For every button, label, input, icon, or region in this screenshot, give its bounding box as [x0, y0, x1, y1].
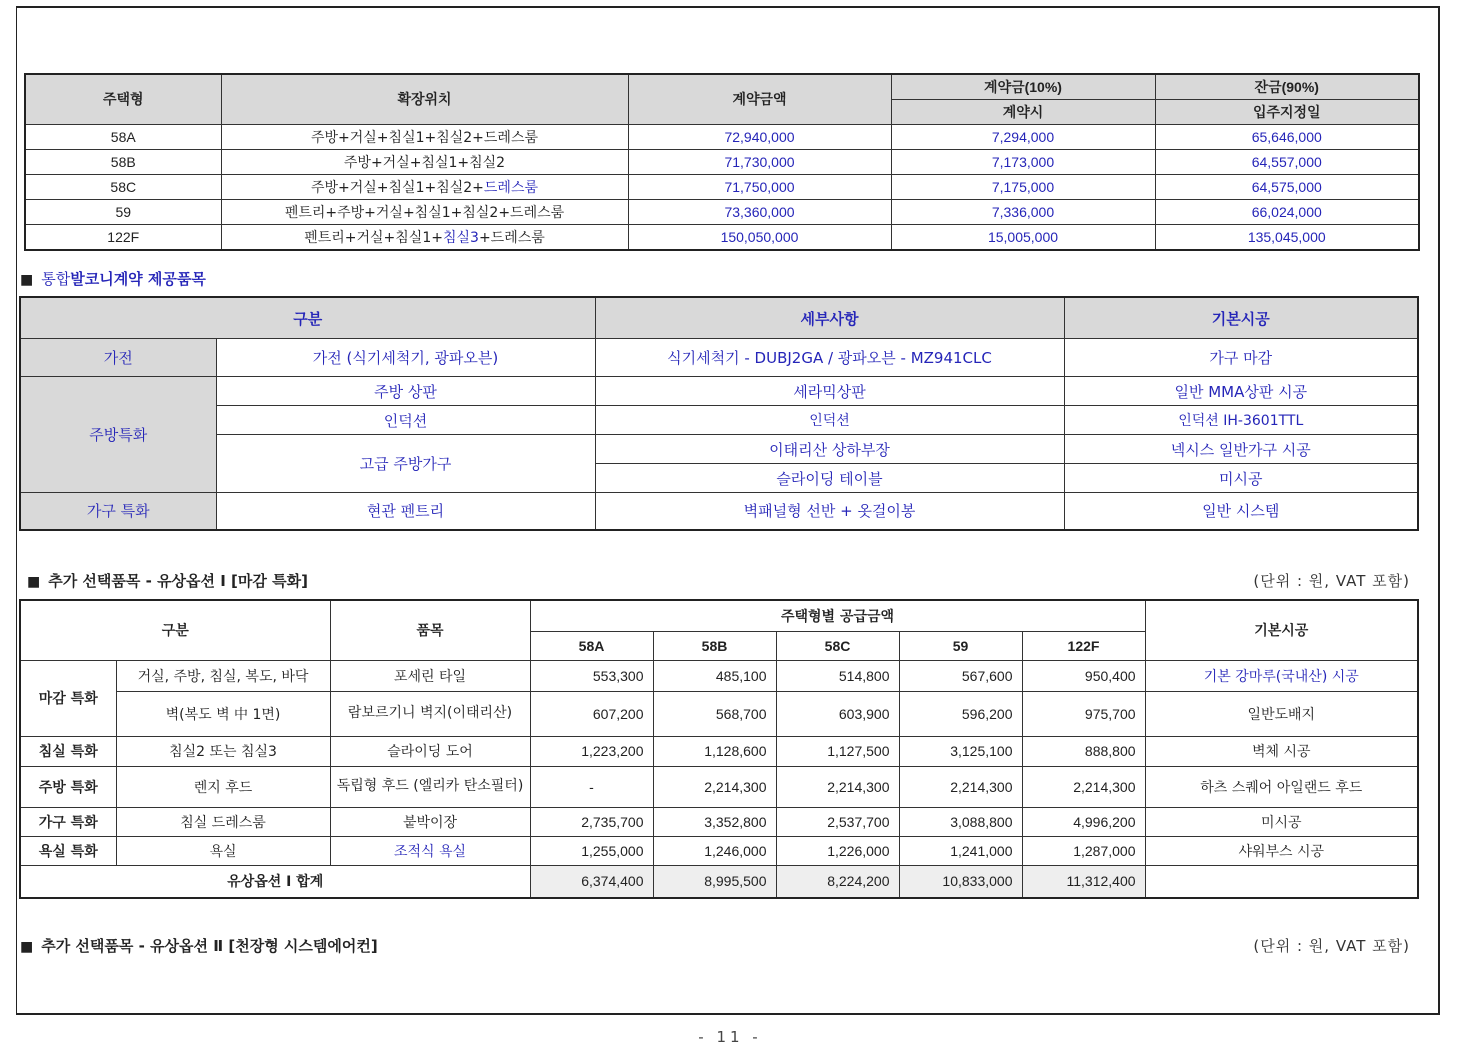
- cell-item: 주방 상판: [216, 377, 595, 406]
- square-bullet-icon: ■: [20, 272, 34, 288]
- balcony-price-table: [24, 73, 1420, 251]
- header-contract-amount: 계약금액: [628, 74, 891, 124]
- header-balance: 잔금(90%): [1155, 74, 1419, 99]
- cell-item: 슬라이딩 도어: [330, 736, 530, 766]
- table-row: [25, 124, 1419, 149]
- cell-basic: 미시공: [1145, 807, 1418, 836]
- cell-basic: 일반도배지: [1145, 691, 1418, 736]
- header-type: 주택형: [25, 74, 221, 124]
- total-row: [20, 865, 1418, 898]
- cell-price: 2,735,700: [530, 807, 653, 836]
- cell-price: 2,214,300: [653, 766, 776, 807]
- cell-category: 마감 특화: [20, 660, 116, 736]
- cell-type: 58B: [25, 149, 221, 174]
- cell-location: 주방+거실+침실1+침실2: [221, 149, 628, 174]
- header-location: 확장위치: [221, 74, 628, 124]
- cell-category: 가구 특화: [20, 493, 216, 530]
- table-row: [20, 406, 1418, 435]
- header-deposit: 계약금(10%): [891, 74, 1155, 99]
- table-row: [20, 736, 1418, 766]
- cell-category: 가구 특화: [20, 807, 116, 836]
- header-basic: 기본시공: [1064, 297, 1418, 339]
- cell-location: 펜트리+주방+거실+침실1+침실2+드레스룸: [221, 199, 628, 224]
- cell-location: 주방+거실+침실1+침실2+드레스룸: [221, 124, 628, 149]
- cell-price: 553,300: [530, 660, 653, 691]
- cell-total-empty: [1145, 865, 1418, 898]
- section-heading-paid-option-1: [27, 570, 308, 591]
- table-row: [25, 224, 1419, 250]
- cell-price: 568,700: [653, 691, 776, 736]
- section-heading-paid-option-2: [20, 935, 378, 956]
- table-row: [20, 691, 1418, 736]
- location-text: 주방+거실+침실1+침실2+: [310, 179, 484, 196]
- cell-item: 포세린 타일: [330, 660, 530, 691]
- cell-basic: 일반 MMA상판 시공: [1064, 377, 1418, 406]
- cell-type: 122F: [25, 224, 221, 250]
- header-category: 구분: [20, 600, 330, 660]
- cell-detail: 슬라이딩 테이블: [595, 464, 1064, 493]
- cell-price: 2,214,300: [776, 766, 899, 807]
- balcony-items-table: [19, 296, 1419, 531]
- cell-location: [221, 224, 628, 250]
- cell-balance: 65,646,000: [1155, 124, 1419, 149]
- heading-text: 발코니계약 제공품목: [70, 270, 206, 288]
- cell-total-label: 유상옵션 Ⅰ 합계: [20, 865, 530, 898]
- unit-note: (단위 : 원, VAT 포함): [1253, 937, 1410, 955]
- table-row: [25, 149, 1419, 174]
- cell-price: 1,226,000: [776, 836, 899, 865]
- cell-price: 603,900: [776, 691, 899, 736]
- header-type-59: 59: [899, 631, 1022, 660]
- cell-category: 욕실 특화: [20, 836, 116, 865]
- location-text: 펜트리+거실+침실1+: [304, 229, 443, 246]
- cell-item: 독립형 후드 (엘리카 탄소필터): [330, 766, 530, 807]
- cell-basic: 기본 강마루(국내산) 시공: [1145, 660, 1418, 691]
- cell-item: 조적식 욕실: [330, 836, 530, 865]
- cell-category: 주방특화: [20, 377, 216, 493]
- cell-item: 고급 주방가구: [216, 435, 595, 493]
- cell-total: 10,833,000: [899, 865, 1022, 898]
- header-deposit-sub: 계약시: [891, 99, 1155, 124]
- heading-text: 추가 선택품목 - 유상옵션 Ⅰ [마감 특화]: [48, 572, 308, 590]
- cell-price: 950,400: [1022, 660, 1145, 691]
- unit-note: (단위 : 원, VAT 포함): [1253, 572, 1410, 590]
- cell-balance: 64,557,000: [1155, 149, 1419, 174]
- cell-type: 58A: [25, 124, 221, 149]
- cell-deposit: 15,005,000: [891, 224, 1155, 250]
- table-row: [20, 836, 1418, 865]
- cell-detail: 인덕션: [595, 406, 1064, 435]
- cell-deposit: 7,336,000: [891, 199, 1155, 224]
- location-text-tail: +드레스룸: [478, 229, 545, 246]
- cell-price: 1,246,000: [653, 836, 776, 865]
- cell-item: 현관 펜트리: [216, 493, 595, 530]
- cell-item: 람보르기니 벽지(이태리산): [330, 691, 530, 736]
- cell-detail: 벽패널형 선반 + 옷걸이봉: [595, 493, 1064, 530]
- cell-price: 1,287,000: [1022, 836, 1145, 865]
- table-row: [25, 174, 1419, 199]
- cell-price: 485,100: [653, 660, 776, 691]
- heading-prefix: 통합: [41, 270, 71, 288]
- square-bullet-icon: ■: [20, 939, 34, 955]
- cell-price: 888,800: [1022, 736, 1145, 766]
- cell-price: 514,800: [776, 660, 899, 691]
- cell-balance: 66,024,000: [1155, 199, 1419, 224]
- header-category: 구분: [20, 297, 595, 339]
- paid-option-table: [19, 599, 1419, 899]
- cell-price: 596,200: [899, 691, 1022, 736]
- cell-price: 1,255,000: [530, 836, 653, 865]
- cell-category: 침실 특화: [20, 736, 116, 766]
- cell-amount: 71,730,000: [628, 149, 891, 174]
- cell-amount: 71,750,000: [628, 174, 891, 199]
- cell-deposit: 7,173,000: [891, 149, 1155, 174]
- cell-price: -: [530, 766, 653, 807]
- cell-location: [221, 174, 628, 199]
- cell-total: 8,995,500: [653, 865, 776, 898]
- cell-price: 4,996,200: [1022, 807, 1145, 836]
- cell-detail: 이태리산 상하부장: [595, 435, 1064, 464]
- table-row: [20, 493, 1418, 530]
- page-number: - 11 -: [698, 1028, 762, 1046]
- cell-subcategory: 침실 드레스룸: [116, 807, 330, 836]
- table-row: [25, 199, 1419, 224]
- cell-type: 59: [25, 199, 221, 224]
- cell-balance: 135,045,000: [1155, 224, 1419, 250]
- cell-basic: 가구 마감: [1064, 339, 1418, 377]
- cell-price: 3,125,100: [899, 736, 1022, 766]
- cell-total: 6,374,400: [530, 865, 653, 898]
- cell-subcategory: 렌지 후드: [116, 766, 330, 807]
- cell-subcategory: 벽(복도 벽 中 1면): [116, 691, 330, 736]
- cell-price: 567,600: [899, 660, 1022, 691]
- section-heading-balcony-items: [20, 268, 206, 289]
- cell-price: 2,214,300: [1022, 766, 1145, 807]
- location-text-highlight: 침실3: [442, 229, 479, 246]
- header-supply-amount: 주택형별 공급금액: [530, 600, 1145, 631]
- cell-total: 11,312,400: [1022, 865, 1145, 898]
- cell-total: 8,224,200: [776, 865, 899, 898]
- header-balance-sub: 입주지정일: [1155, 99, 1419, 124]
- cell-price: 1,223,200: [530, 736, 653, 766]
- table-row: [20, 377, 1418, 406]
- cell-item: 가전 (식기세척기, 광파오븐): [216, 339, 595, 377]
- cell-price: 3,088,800: [899, 807, 1022, 836]
- cell-price: 607,200: [530, 691, 653, 736]
- cell-detail: 식기세척기 - DUBJ2GA / 광파오븐 - MZ941CLC: [595, 339, 1064, 377]
- cell-basic: 넥시스 일반가구 시공: [1064, 435, 1418, 464]
- cell-subcategory: 거실, 주방, 침실, 복도, 바닥: [116, 660, 330, 691]
- table-row: [20, 807, 1418, 836]
- cell-amount: 73,360,000: [628, 199, 891, 224]
- cell-category: 가전: [20, 339, 216, 377]
- header-type-58c: 58C: [776, 631, 899, 660]
- cell-basic: 벽체 시공: [1145, 736, 1418, 766]
- header-detail: 세부사항: [595, 297, 1064, 339]
- square-bullet-icon: ■: [27, 574, 41, 590]
- header-type-58b: 58B: [653, 631, 776, 660]
- cell-price: 3,352,800: [653, 807, 776, 836]
- cell-basic: 인덕션 IH-3601TTL: [1064, 406, 1418, 435]
- table-row: [20, 766, 1418, 807]
- cell-item: 인덕션: [216, 406, 595, 435]
- header-basic: 기본시공: [1145, 600, 1418, 660]
- cell-amount: 72,940,000: [628, 124, 891, 149]
- table-row: [20, 660, 1418, 691]
- cell-balance: 64,575,000: [1155, 174, 1419, 199]
- cell-deposit: 7,294,000: [891, 124, 1155, 149]
- cell-basic: 일반 시스템: [1064, 493, 1418, 530]
- cell-amount: 150,050,000: [628, 224, 891, 250]
- cell-basic: 샤워부스 시공: [1145, 836, 1418, 865]
- cell-type: 58C: [25, 174, 221, 199]
- cell-deposit: 7,175,000: [891, 174, 1155, 199]
- table-row: [20, 435, 1418, 464]
- cell-price: 2,537,700: [776, 807, 899, 836]
- cell-basic: 미시공: [1064, 464, 1418, 493]
- cell-category: 주방 특화: [20, 766, 116, 807]
- cell-basic: 하츠 스퀘어 아일랜드 후드: [1145, 766, 1418, 807]
- cell-price: 1,128,600: [653, 736, 776, 766]
- cell-subcategory: 침실2 또는 침실3: [116, 736, 330, 766]
- cell-item: 붙박이장: [330, 807, 530, 836]
- cell-price: 975,700: [1022, 691, 1145, 736]
- header-type-122f: 122F: [1022, 631, 1145, 660]
- cell-price: 2,214,300: [899, 766, 1022, 807]
- table-row: [20, 339, 1418, 377]
- cell-price: 1,127,500: [776, 736, 899, 766]
- cell-detail: 세라믹상판: [595, 377, 1064, 406]
- cell-price: 1,241,000: [899, 836, 1022, 865]
- location-text-highlight: 드레스룸: [483, 179, 539, 196]
- header-item: 품목: [330, 600, 530, 660]
- cell-subcategory: 욕실: [116, 836, 330, 865]
- heading-text: 추가 선택품목 - 유상옵션 Ⅱ [천장형 시스템에어컨]: [41, 937, 378, 955]
- header-type-58a: 58A: [530, 631, 653, 660]
